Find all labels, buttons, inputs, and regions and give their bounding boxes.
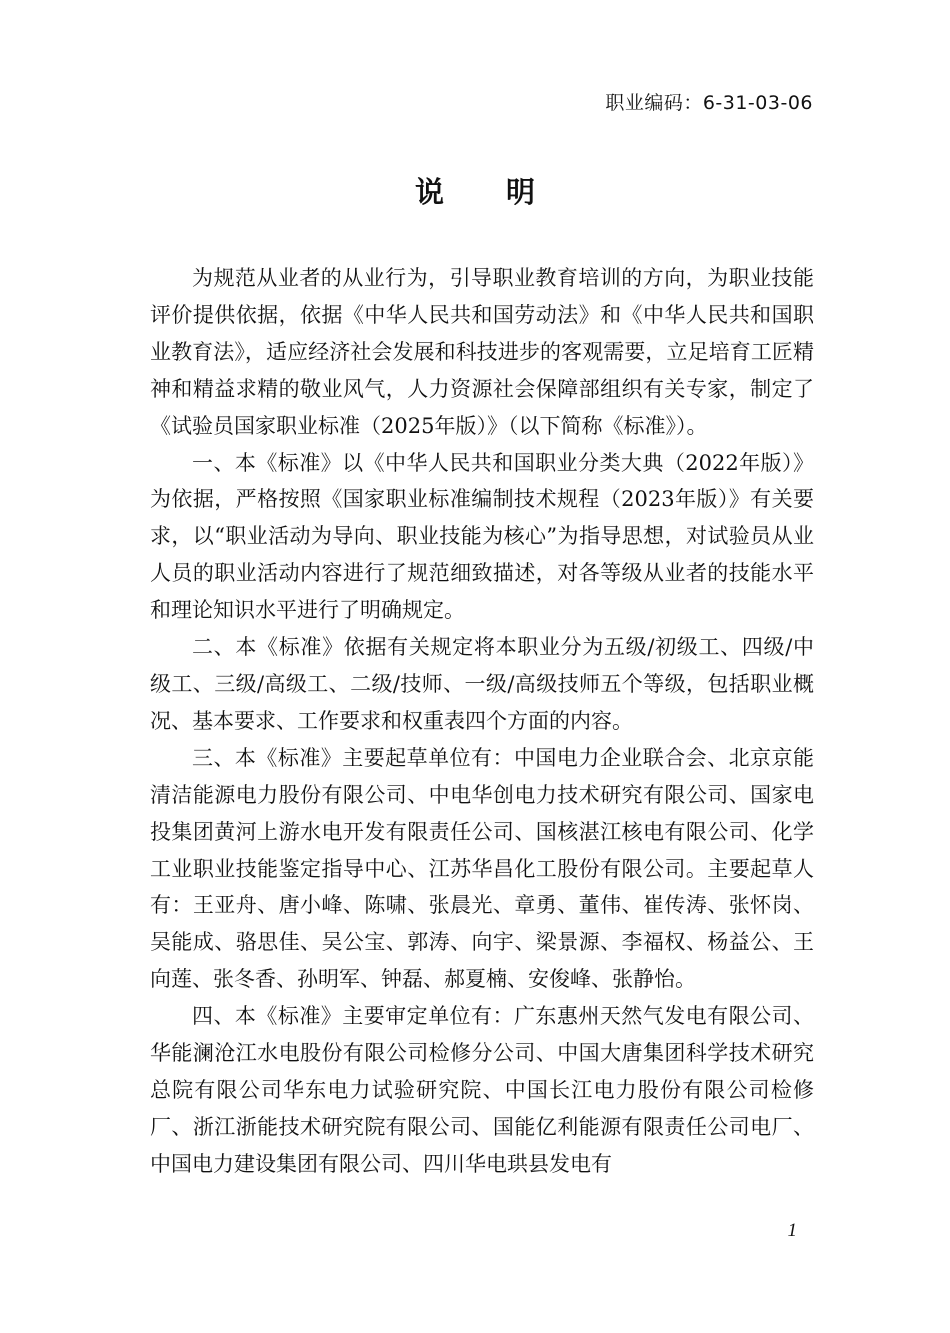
page-title: 说明 xyxy=(414,175,597,209)
paragraph-intro: 为规范从业者的从业行为，引导职业教育培训的方向，为职业技能评价提供依据，依据《中华人民共和国劳动法》和《中华人民共和国职业教育法》，适应经济社会发展和科技进步的客观需要，立足培育工匠精神和精益求精的敬业风气，人力资源社会保障部组织有关专家，制定了《试验员国家职业标准（2025年版）》（以下简称《标准》）。 xyxy=(150,266,814,438)
paragraph-item-3: 三、本《标准》主要起草单位有：中国电力企业联合会、北京京能清洁能源电力股份有限公司、中电华创电力技术研究有限公司、国家电投集团黄河上游水电开发有限责任公司、国核湛江核电有限公司、化学工业职业技能鉴定指导中心、江苏华昌化工股份有限公司。主要起草人有：王亚舟、唐小峰、陈啸、张晨光、章勇、董伟、崔传涛、张怀岗、吴能成、骆思佳、吴公宝、郭涛、向宇、梁景源、李福权、杨益公、王向莲、张冬香、孙明军、钟磊、郝夏楠、安俊峰、张静怡。 xyxy=(150,745,814,992)
paragraph-item-4: 四、本《标准》主要审定单位有：广东惠州天然气发电有限公司、华能澜沧江水电股份有限公司检修分公司、中国大唐集团科学技术研究总院有限公司华东电力试验研究院、中国长江电力股份有限公司检修厂、浙江浙能技术研究院有限公司、国能亿利能源有限责任公司电厂、中国电力建设集团有限公司、四川华电珙县发电有 xyxy=(150,1004,814,1176)
occupation-code: 职业编码：6-31-03-06 xyxy=(605,92,813,114)
page-number: 1 xyxy=(787,1220,797,1241)
paragraph-item-2: 二、本《标准》依据有关规定将本职业分为五级/初级工、四级/中级工、三级/高级工、二级/技师、一级/高级技师五个等级，包括职业概况、基本要求、工作要求和权重表四个方面的内容。 xyxy=(150,635,814,733)
paragraph-item-1: 一、本《标准》以《中华人民共和国职业分类大典（2022年版）》为依据，严格按照《国家职业标准编制技术规程（2023年版）》有关要求，以“职业活动为导向、职业技能为核心”为指导思想，对试验员从业人员的职业活动内容进行了规范细致描述，对各等级从业者的技能水平和理论知识水平进行了明确规定。 xyxy=(150,450,814,623)
document-body xyxy=(150,260,814,1183)
